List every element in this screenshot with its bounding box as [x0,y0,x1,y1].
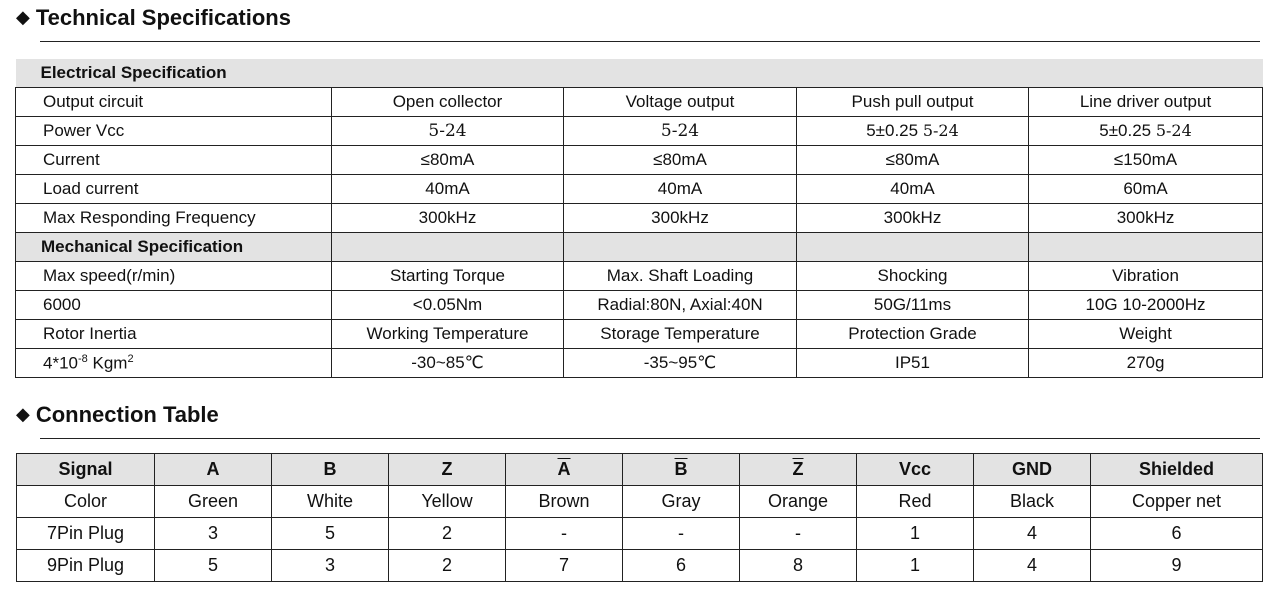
table-cell: 4 [974,550,1091,582]
band-cell [797,233,1029,262]
table-cell: Brown [506,486,623,518]
tech-specs-title: Technical Specifications [35,5,291,30]
table-cell: ≤80mA [797,146,1029,175]
band-cell [1029,233,1263,262]
table-row [16,204,1263,233]
table-cell: 7Pin Plug [17,518,155,550]
vcc-prefix: 5±0.25 [866,121,919,140]
table-cell: 5-24 [564,117,797,146]
electrical-band [16,59,1263,88]
table-row [16,349,1263,378]
header-cell: B [272,454,389,486]
mechanical-band [16,233,1263,262]
table-cell: 2 [389,518,506,550]
vcc-range: 5-24 [1155,121,1192,140]
table-cell: 300kHz [564,204,797,233]
table-cell: Vibration [1029,262,1263,291]
row-label: 6000 [16,291,332,320]
table-cell: 5 [155,550,272,582]
table-cell: Starting Torque [332,262,564,291]
table-cell: 40mA [332,175,564,204]
table-cell: 6 [623,550,740,582]
table-cell: Color [17,486,155,518]
table-cell: Protection Grade [797,320,1029,349]
table-cell: Open collector [332,88,564,117]
table-cell: 10G 10-2000Hz [1029,291,1263,320]
header-cell: Z [389,454,506,486]
table-cell: - [623,518,740,550]
table-cell: - [506,518,623,550]
spec-table [15,59,1263,378]
row-label: Rotor Inertia [16,320,332,349]
vcc-range: 5-24 [922,121,959,140]
table-row [16,88,1263,117]
rotor-inertia-value [16,349,332,378]
table-cell: 1 [857,518,974,550]
table-cell: Red [857,486,974,518]
table-row [16,146,1263,175]
inertia-unit: Kgm [92,353,128,373]
table-cell: 8 [740,550,857,582]
table-row [17,518,1263,550]
table-cell: 300kHz [797,204,1029,233]
table-row [16,262,1263,291]
table-cell: 6 [1091,518,1263,550]
tech-specs-heading [16,5,291,31]
table-cell: Yellow [389,486,506,518]
table-cell: 40mA [564,175,797,204]
table-cell: 50G/11ms [797,291,1029,320]
table-cell: ≤150mA [1029,146,1263,175]
diamond-bullet-icon: ◆ [16,403,30,424]
table-cell: Radial:80N, Axial:40N [564,291,797,320]
row-label: Power Vcc [16,117,332,146]
table-cell: 4 [974,518,1091,550]
table-cell: 3 [272,550,389,582]
table-cell: 300kHz [332,204,564,233]
connection-title: Connection Table [35,402,219,427]
header-cell [740,454,857,486]
row-label: Output circuit [16,88,332,117]
table-header-row [17,454,1263,486]
table-cell: -35~95℃ [564,349,797,378]
table-cell: Weight [1029,320,1263,349]
table-row [16,320,1263,349]
table-cell: 2 [389,550,506,582]
header-cell [506,454,623,486]
table-cell: Voltage output [564,88,797,117]
table-cell: Push pull output [797,88,1029,117]
diamond-bullet-icon: ◆ [16,6,30,27]
table-cell: ≤80mA [332,146,564,175]
row-label: Current [16,146,332,175]
header-cell: A [155,454,272,486]
inertia-exponent: -8 [77,352,88,365]
heading-rule [40,438,1260,439]
a-bar-label: $\overline{A}$ [557,459,571,479]
table-cell: 1 [857,550,974,582]
row-label: Load current [16,175,332,204]
header-cell: Signal [17,454,155,486]
table-cell: Green [155,486,272,518]
table-cell [1029,117,1263,146]
row-label: Max speed(r/min) [16,262,332,291]
band-cell [564,233,797,262]
table-row [17,550,1263,582]
table-cell: 3 [155,518,272,550]
table-cell: Max. Shaft Loading [564,262,797,291]
z-bar-label: $\overline{Z}$ [792,459,804,479]
table-cell: Storage Temperature [564,320,797,349]
header-cell [623,454,740,486]
inertia-base: 4*10 [43,353,78,373]
table-cell: 5-24 [332,117,564,146]
table-cell: Orange [740,486,857,518]
table-cell: 300kHz [1029,204,1263,233]
inertia-unit-exponent: 2 [127,352,134,365]
row-label: Max Responding Frequency [16,204,332,233]
table-cell: 5 [272,518,389,550]
table-cell: Line driver output [1029,88,1263,117]
heading-rule [40,41,1260,42]
table-cell: Working Temperature [332,320,564,349]
table-cell: ≤80mA [564,146,797,175]
table-row [16,175,1263,204]
table-cell: -30~85℃ [332,349,564,378]
table-cell: - [740,518,857,550]
table-cell [797,117,1029,146]
header-cell: Shielded [1091,454,1263,486]
b-bar-label: $\overline{B}$ [674,459,688,479]
band-cell [332,233,564,262]
header-cell: GND [974,454,1091,486]
table-cell: Copper net [1091,486,1263,518]
table-cell: 9 [1091,550,1263,582]
vcc-prefix: 5±0.25 [1099,121,1152,140]
table-row [16,117,1263,146]
mechanical-title: Mechanical Specification [16,233,332,262]
header-cell: Vcc [857,454,974,486]
table-cell: 40mA [797,175,1029,204]
table-cell: 270g [1029,349,1263,378]
table-row [17,486,1263,518]
table-cell: White [272,486,389,518]
connection-heading [16,402,219,428]
connection-table [16,453,1263,582]
table-cell: 60mA [1029,175,1263,204]
table-cell: Gray [623,486,740,518]
table-cell: <0.05Nm [332,291,564,320]
table-cell: IP51 [797,349,1029,378]
table-cell: Shocking [797,262,1029,291]
table-cell: 7 [506,550,623,582]
table-cell: 9Pin Plug [17,550,155,582]
table-cell: Black [974,486,1091,518]
table-row [16,291,1263,320]
electrical-title: Electrical Specification [16,59,1263,88]
